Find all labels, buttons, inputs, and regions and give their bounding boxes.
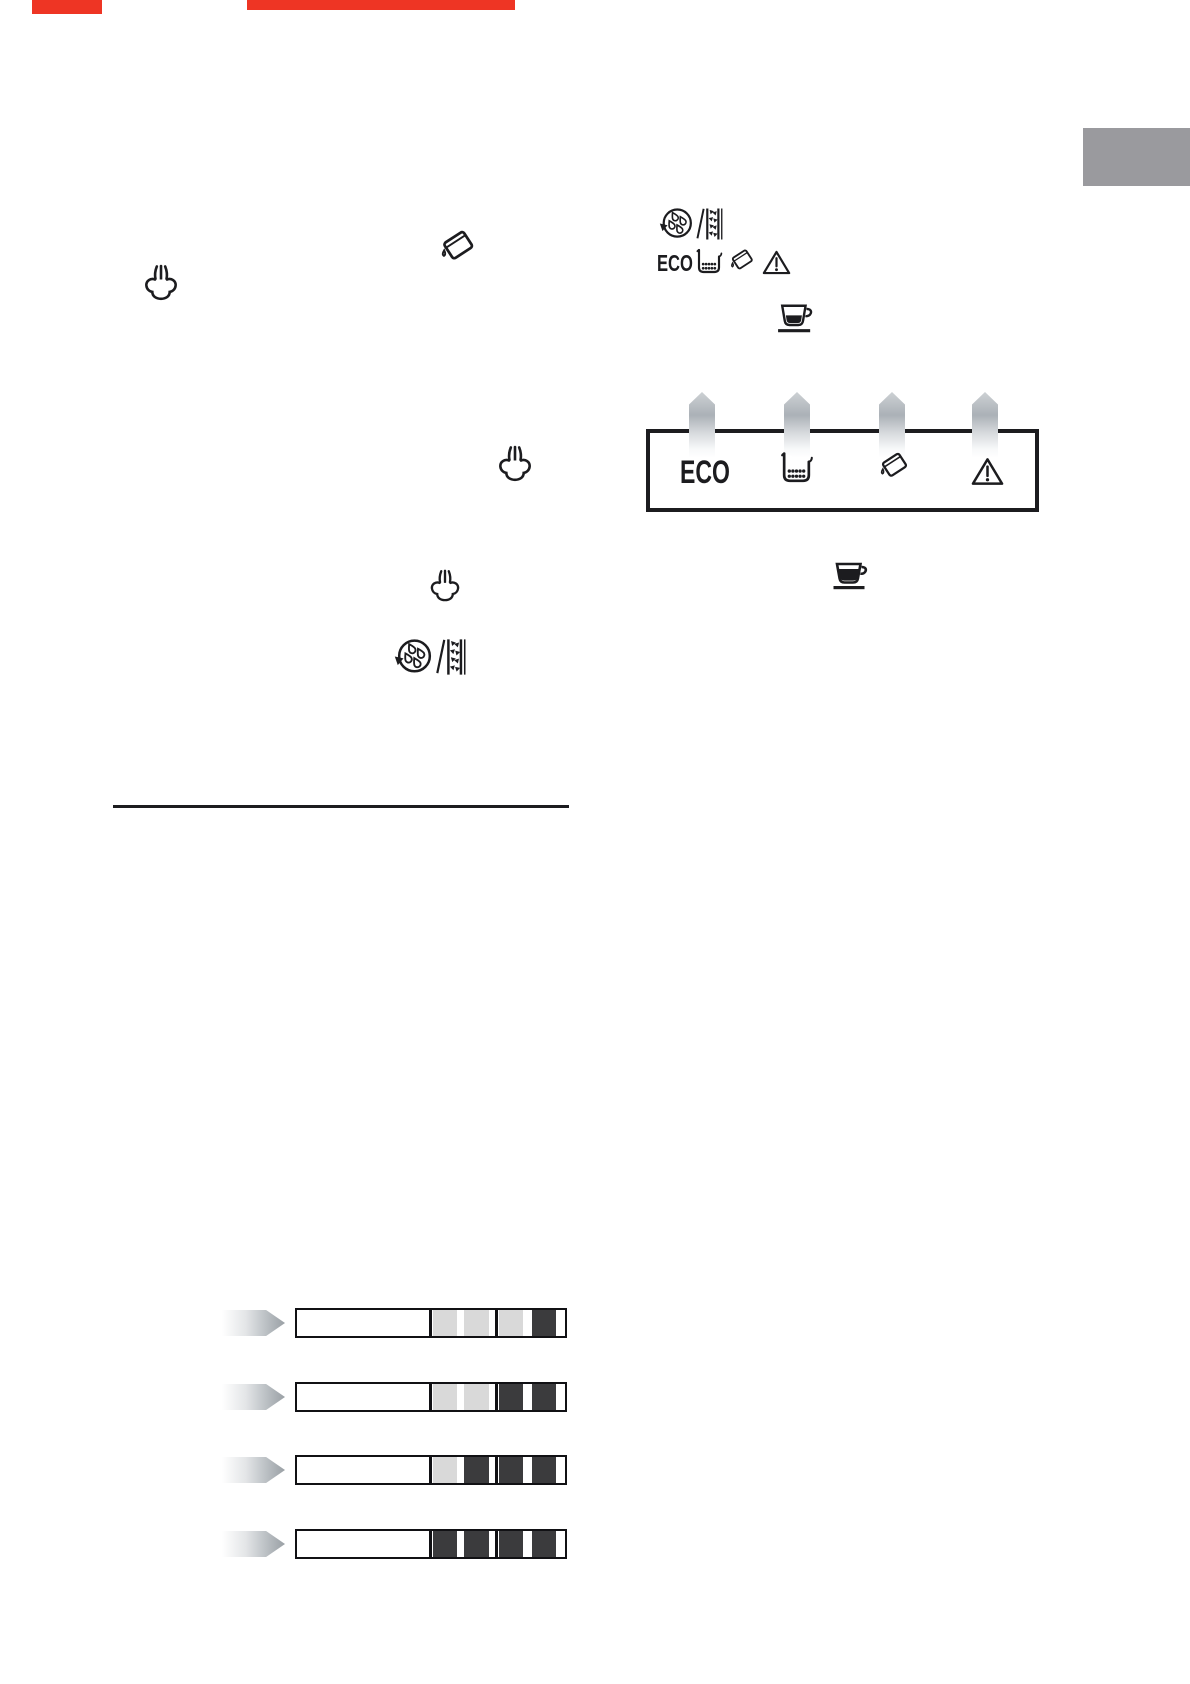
hardness-segment xyxy=(433,1310,457,1336)
hardness-segment xyxy=(532,1531,556,1557)
up-arrow-icon xyxy=(689,392,715,458)
up-arrow-icon xyxy=(784,392,810,458)
hardness-strip xyxy=(295,1529,567,1559)
strip-divider xyxy=(429,1384,432,1410)
water-tank-icon xyxy=(436,227,478,265)
steam-icon xyxy=(494,445,536,483)
right-arrow-icon xyxy=(222,1531,285,1557)
strip-divider xyxy=(495,1457,498,1483)
up-arrow-icon xyxy=(972,392,998,458)
hardness-segment xyxy=(532,1457,556,1483)
grounds-container-icon xyxy=(694,247,724,277)
hardness-segment xyxy=(499,1531,523,1557)
grounds-container-icon xyxy=(779,450,814,487)
eco-label: ECO xyxy=(657,250,693,276)
strip-divider xyxy=(429,1457,432,1483)
steam-icon xyxy=(140,264,182,302)
hardness-segment xyxy=(532,1310,556,1336)
hardness-segment xyxy=(499,1384,523,1410)
hardness-segment xyxy=(532,1384,556,1410)
hardness-segment xyxy=(464,1531,489,1557)
water-tank-icon xyxy=(727,246,756,274)
hardness-segment xyxy=(433,1531,457,1557)
water-tank-icon xyxy=(876,449,911,482)
hardness-strip xyxy=(295,1455,567,1485)
rinse-descale-icon xyxy=(656,204,726,244)
coffee-cup-icon xyxy=(775,303,816,336)
hardness-segment xyxy=(433,1457,457,1483)
hardness-segment xyxy=(464,1384,489,1410)
strip-divider xyxy=(495,1384,498,1410)
hardness-segment xyxy=(433,1384,457,1410)
strip-divider xyxy=(495,1531,498,1557)
hardness-segment xyxy=(499,1457,523,1483)
right-arrow-icon xyxy=(222,1310,285,1336)
strip-divider xyxy=(495,1310,498,1336)
right-arrow-icon xyxy=(222,1384,285,1410)
steam-icon xyxy=(426,569,464,603)
rinse-descale-icon xyxy=(392,634,468,680)
print-mark-left xyxy=(32,0,102,14)
print-mark-center xyxy=(247,0,515,10)
strip-divider xyxy=(429,1531,432,1557)
eco-panel-label: ECO xyxy=(680,454,730,490)
strip-divider xyxy=(429,1310,432,1336)
right-arrow-icon xyxy=(222,1457,285,1483)
hardness-strip xyxy=(295,1382,567,1412)
hardness-segment xyxy=(464,1310,489,1336)
hardness-segment xyxy=(464,1457,489,1483)
warning-triangle-icon xyxy=(969,456,1006,487)
section-divider xyxy=(113,805,569,808)
hardness-strip xyxy=(295,1308,567,1338)
espresso-cup-icon xyxy=(830,561,870,595)
hardness-segment xyxy=(499,1310,523,1336)
section-tab xyxy=(1083,128,1190,186)
warning-triangle-icon xyxy=(761,249,792,276)
